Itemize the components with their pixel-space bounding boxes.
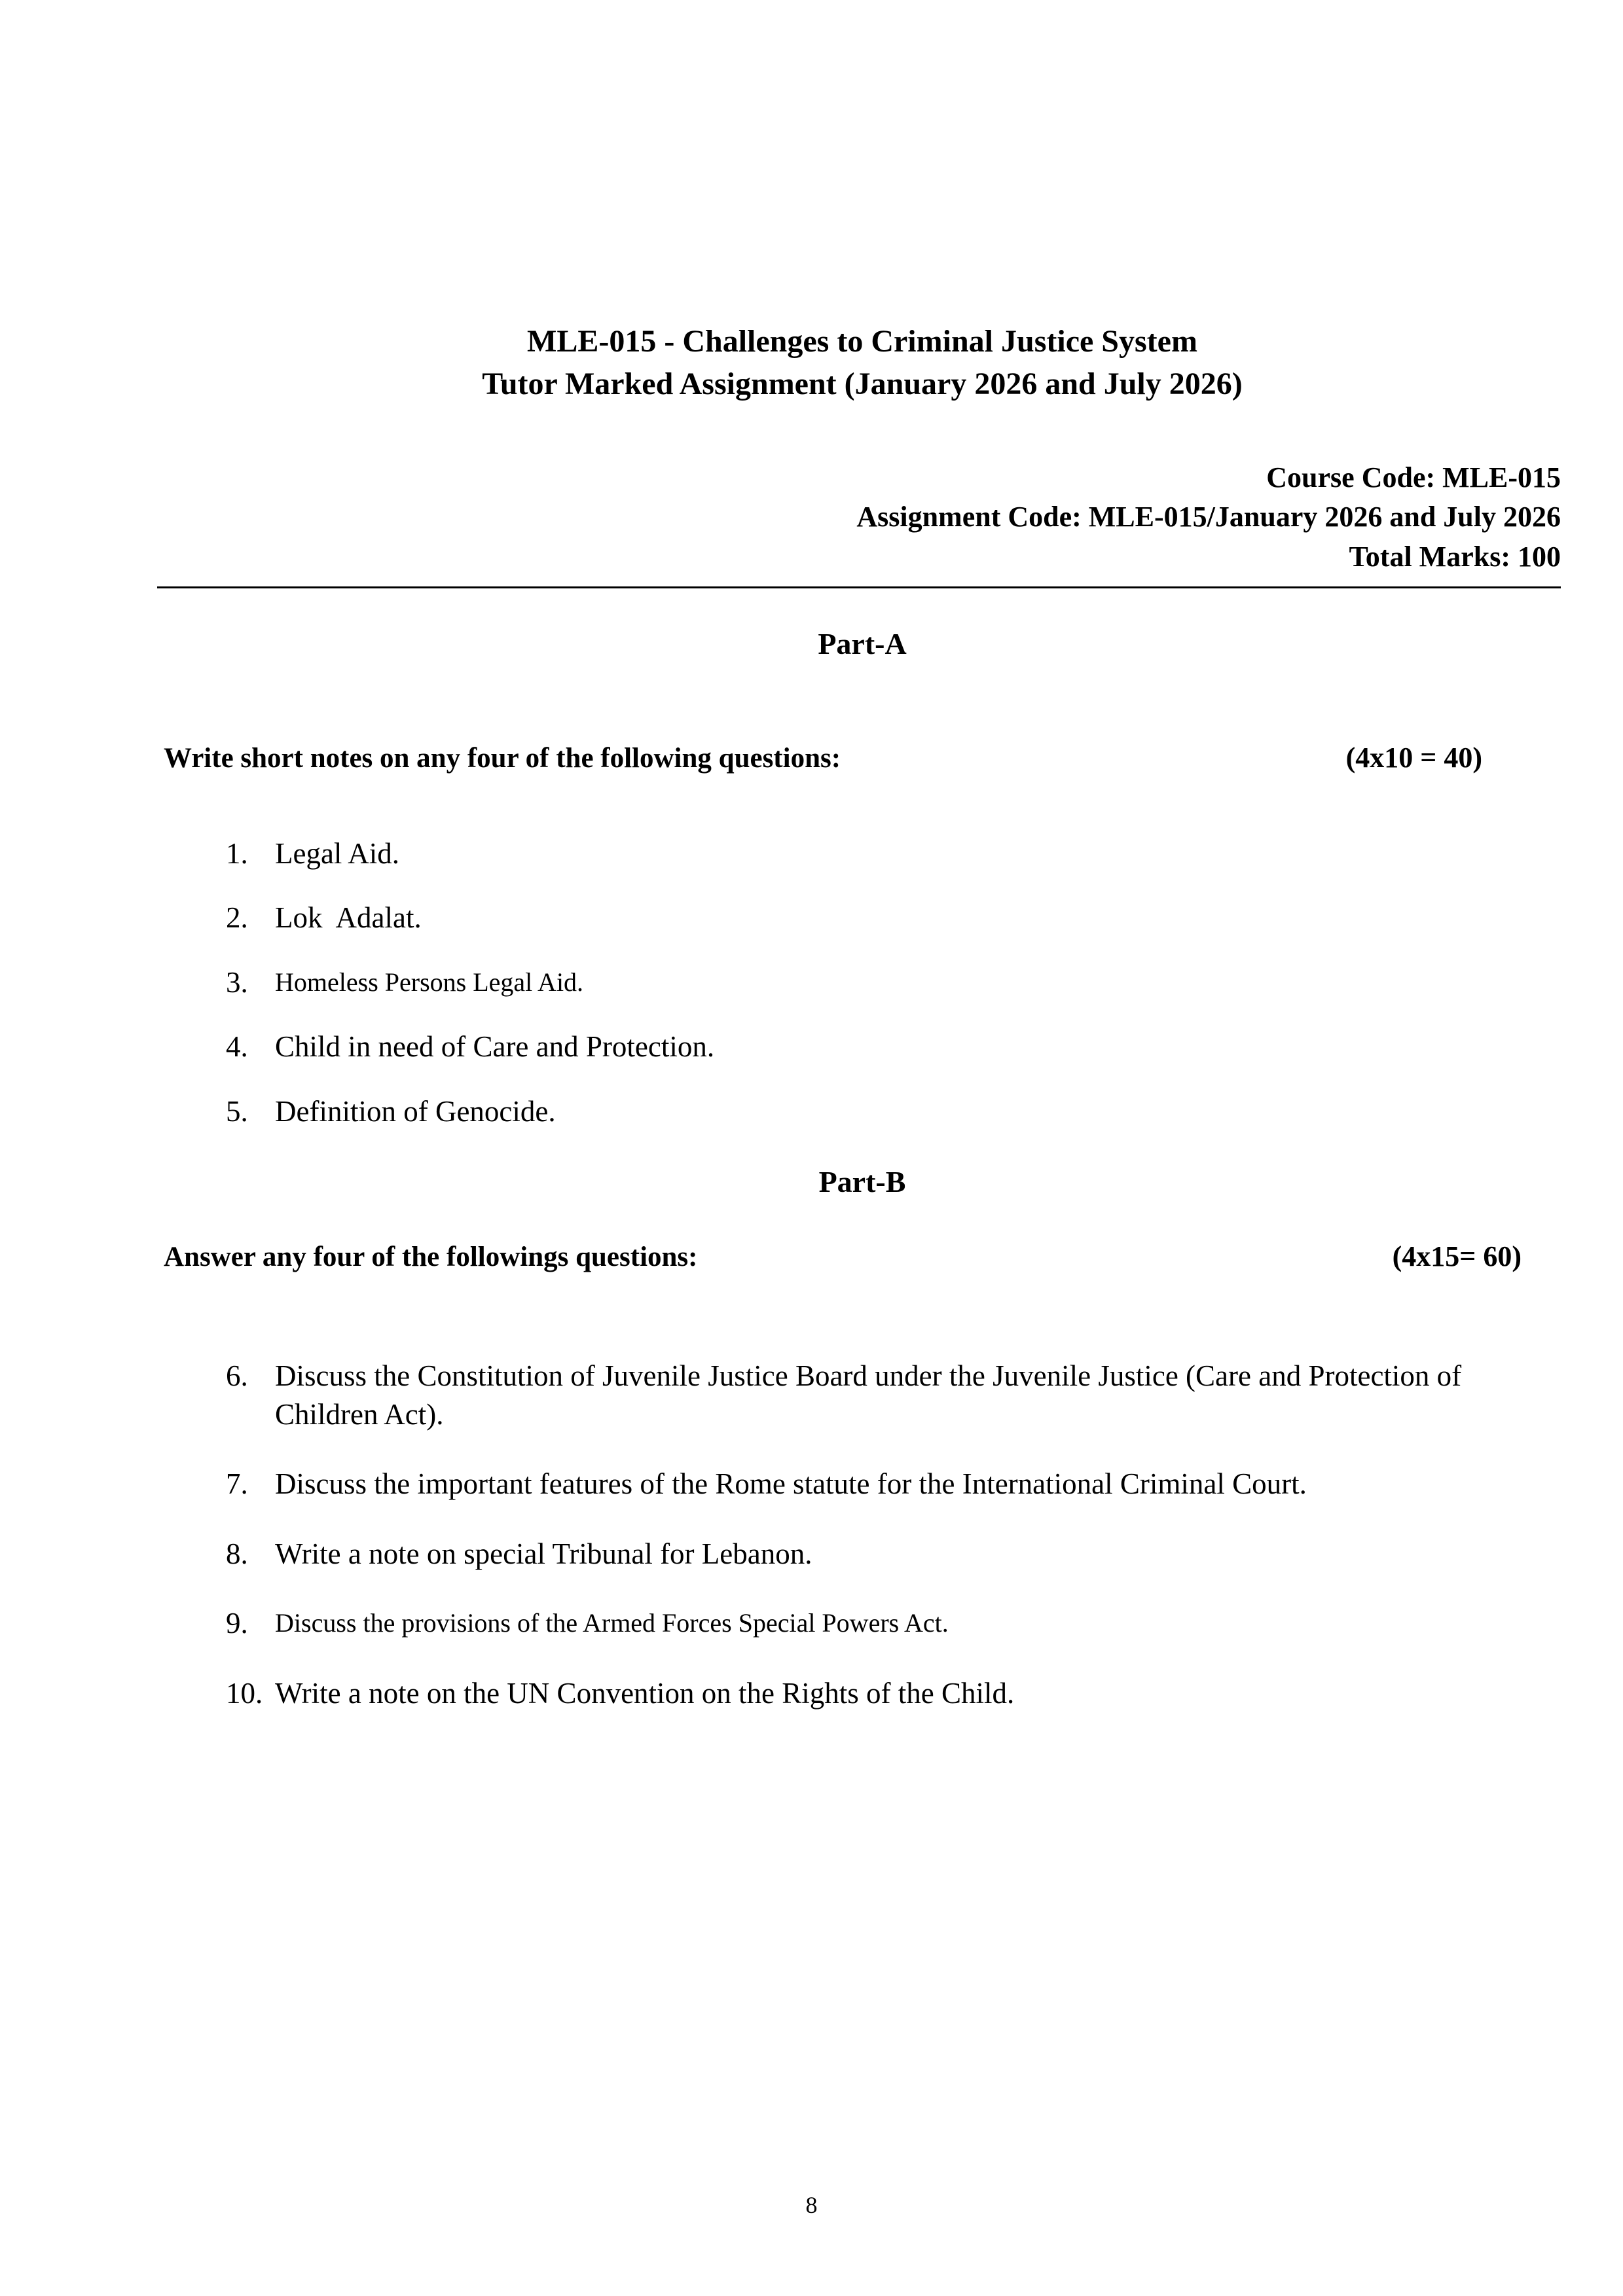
question-item bbox=[164, 1465, 1561, 1503]
question-item bbox=[164, 1674, 1561, 1713]
question-number: 3. bbox=[226, 965, 248, 999]
question-number: 8. bbox=[226, 1537, 248, 1570]
part-a-marks: (4x10 = 40) bbox=[1345, 741, 1482, 774]
header-divider bbox=[157, 586, 1561, 588]
question-text: Write a note on special Tribunal for Lebanon. bbox=[275, 1537, 812, 1570]
part-a-instruction-row bbox=[164, 741, 1561, 774]
question-item bbox=[164, 1092, 1561, 1131]
question-text: Discuss the Constitution of Juvenile Justice Board under the Juvenile Justice (Care and Protection of Children Act). bbox=[275, 1359, 1469, 1431]
question-item bbox=[164, 1028, 1561, 1066]
part-b-instruction: Answer any four of the followings questions: bbox=[164, 1242, 698, 1273]
question-item bbox=[164, 1357, 1561, 1433]
part-b-instruction-row bbox=[164, 1240, 1561, 1273]
question-text: Legal Aid. bbox=[275, 836, 399, 870]
question-number: 1. bbox=[226, 836, 248, 870]
question-text: Child in need of Care and Protection. bbox=[275, 1030, 715, 1064]
part-a-question-list bbox=[164, 834, 1561, 1131]
part-a-instruction: Write short notes on any four of the following questions: bbox=[164, 742, 841, 774]
question-text: Definition of Genocide. bbox=[275, 1094, 556, 1128]
question-item bbox=[164, 963, 1561, 1002]
document-title bbox=[164, 321, 1561, 406]
question-item bbox=[164, 1535, 1561, 1573]
question-item bbox=[164, 899, 1561, 937]
question-number: 10. bbox=[226, 1676, 263, 1710]
question-text: Lok Adalat. bbox=[275, 901, 422, 935]
part-b-heading: Part-B bbox=[818, 1165, 906, 1199]
part-b-question-list bbox=[164, 1357, 1561, 1712]
question-text: Write a note on the UN Convention on the Rights of the Child. bbox=[275, 1676, 1015, 1710]
assignment-code: Assignment Code: MLE-015/January 2026 and July 2026 bbox=[856, 501, 1561, 533]
document-title-line1: MLE-015 - Challenges to Criminal Justice System bbox=[527, 324, 1197, 359]
question-number: 2. bbox=[226, 901, 248, 935]
question-number: 4. bbox=[226, 1030, 248, 1064]
assignment-meta bbox=[164, 458, 1561, 577]
question-item bbox=[164, 834, 1561, 873]
question-item bbox=[164, 1604, 1561, 1643]
part-b-marks: (4x15= 60) bbox=[1392, 1240, 1522, 1273]
question-number: 9. bbox=[226, 1607, 248, 1640]
question-text: Homeless Persons Legal Aid. bbox=[275, 967, 584, 997]
question-number: 6. bbox=[226, 1359, 248, 1393]
total-marks: Total Marks: 100 bbox=[1349, 541, 1561, 573]
question-text: Discuss the provisions of the Armed Forces Special Powers Act. bbox=[275, 1608, 949, 1638]
question-number: 7. bbox=[226, 1467, 248, 1501]
page-number: 8 bbox=[805, 2192, 818, 2218]
course-code: Course Code: MLE-015 bbox=[1266, 461, 1561, 493]
document-title-line2: Tutor Marked Assignment (January 2026 and July 2026) bbox=[482, 366, 1243, 401]
question-number: 5. bbox=[226, 1094, 248, 1128]
part-a-heading: Part-A bbox=[818, 626, 907, 660]
question-text: Discuss the important features of the Rome statute for the International Criminal Court. bbox=[275, 1467, 1307, 1501]
